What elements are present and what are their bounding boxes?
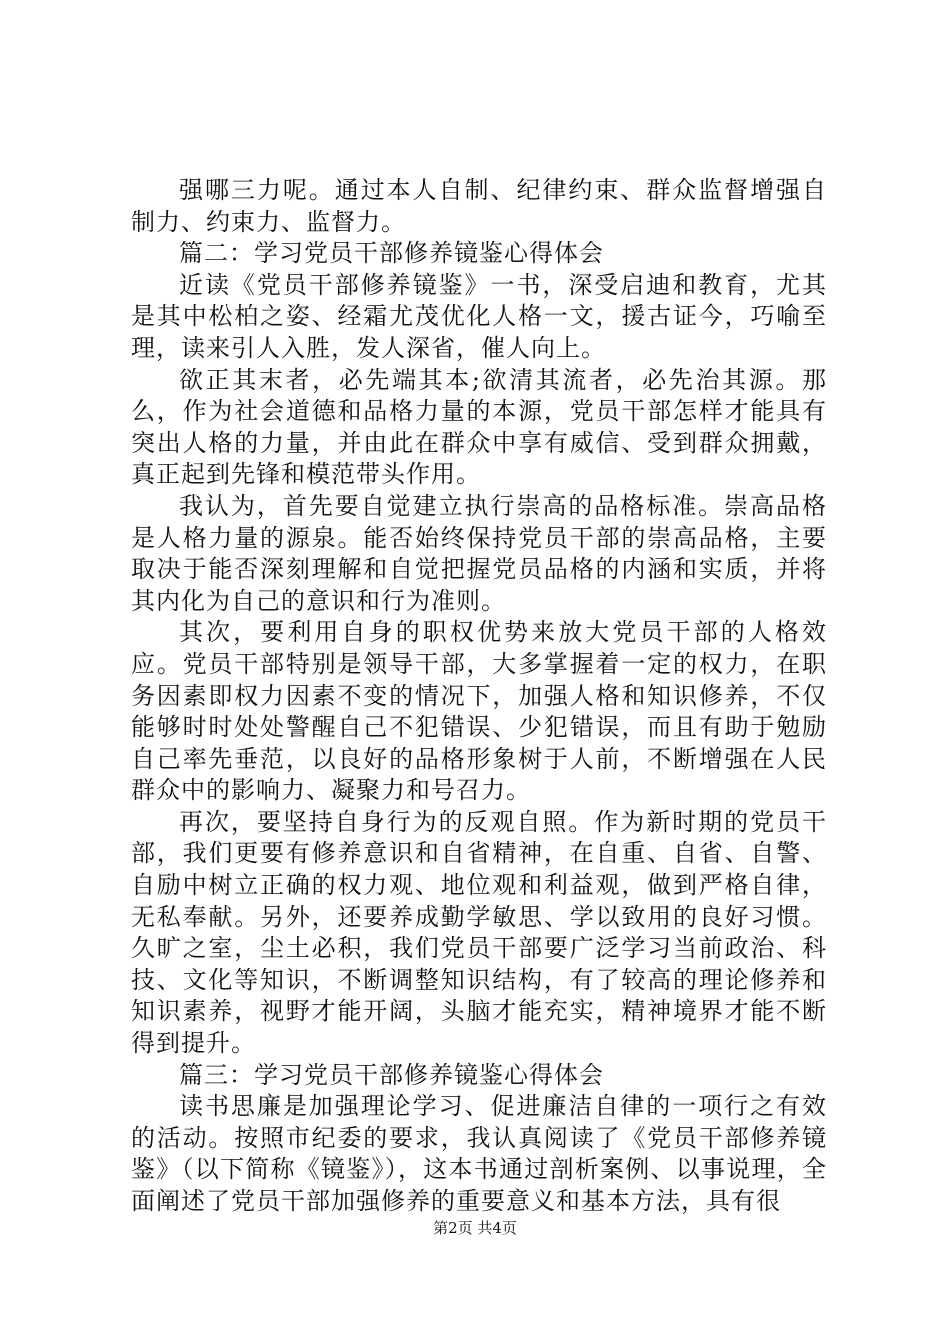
paragraph: 其次，要利用自身的职权优势来放大党员干部的人格效应。党员干部特别是领导干部，大多掌握着一定的权力，在职务因素即权力因素不变的情况下，加强人格和知识修养，不仅能够时时处处警醒自己不犯错误、少犯错误，而且有助于勉励自己率先垂范，以良好的品格形象树于人前，不断增强在人民群众中的影响力、凝聚力和号召力。 (131, 618, 827, 805)
paragraph: 欲正其末者，必先端其本;欲清其流者，必先治其源。那么，作为社会道德和品格力量的本源，党员干部怎样才能具有突出人格的力量，并由此在群众中享有威信、受到群众拥戴，真正起到先锋和模范带头作用。 (131, 365, 827, 489)
paragraph: 我认为，首先要自觉建立执行崇高的品格标准。崇高品格是人格力量的源泉。能否始终保持党员干部的崇高品格，主要取决于能否深刻理解和自觉把握党员品格的内涵和实质，并将其内化为自己的意识和行为准则。 (131, 491, 827, 615)
paragraph: 读书思廉是加强理论学习、促进廉洁自律的一项行之有效的活动。按照市纪委的要求，我认真阅读了《党员干部修养镜鉴》（以下简称《镜鉴》），这本书通过剖析案例、以事说理，全面阐述了党员干部加强修养的重要意义和基本方法，具有很 (131, 1092, 827, 1215)
paragraph-continuation: 强哪三力呢。通过本人自制、纪律约束、群众监督增强自制力、约束力、监督力。 (131, 176, 827, 236)
section-heading-part-two: 篇二：学习党员干部修养镜鉴心得体会 (179, 239, 604, 268)
paragraph: 再次，要坚持自身行为的反观自照。作为新时期的党员干部，我们更要有修养意识和自省精神，在自重、自省、自警、自励中树立正确的权力观、地位观和利益观，做到严格自律，无私奉献。另外，还要养成勤学敏思、学以致用的良好习惯。久旷之室，尘土必积，我们党员干部要广泛学习当前政治、科技、文化等知识，不断调整知识结构，有了较高的理论修养和知识素养，视野才能开阔，头脑才能充实，精神境界才能不断得到提升。 (131, 807, 827, 1058)
section-heading-part-three: 篇三：学习党员干部修养镜鉴心得体会 (179, 1060, 604, 1089)
page-number-footer: 第2页 共4页 (433, 1219, 517, 1237)
document-body (131, 175, 827, 1218)
paragraph: 近读《党员干部修养镜鉴》一书，深受启迪和教育，尤其是其中松柏之姿、经霜尤茂优化人格一文，援古证今，巧喻至理，读来引人入胜，发人深省，催人向上。 (131, 270, 827, 362)
